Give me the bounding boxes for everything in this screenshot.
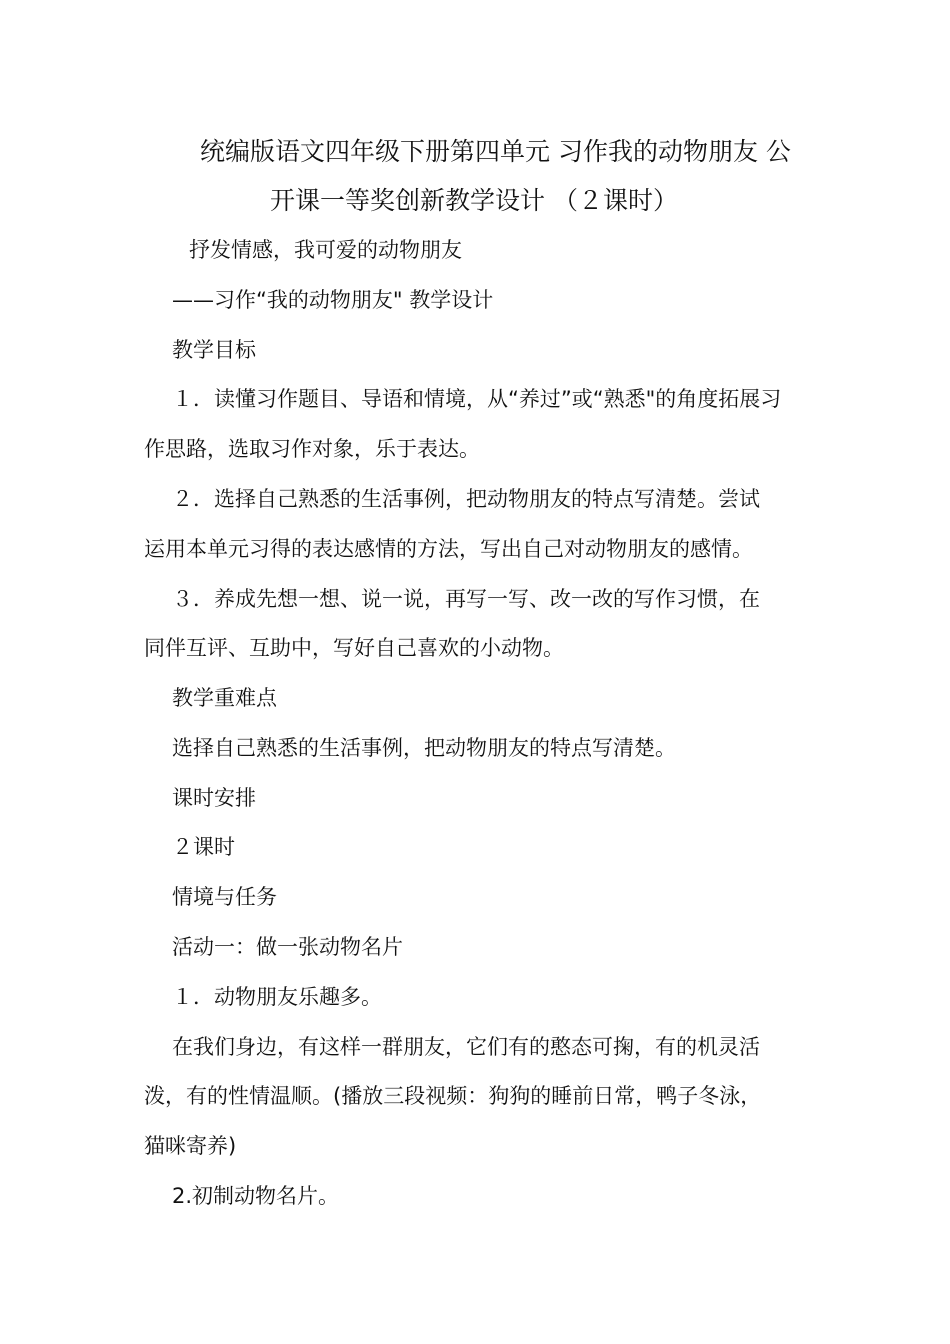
- goal-1-line-2: 作思路，选取习作对象，乐于表达。: [144, 437, 480, 461]
- document-title-line-2: 开课一等奖创新教学设计 （２课时）: [270, 186, 678, 215]
- goal-2-line-2: 运用本单元习得的表达感情的方法，写出自己对动物朋友的感情。: [144, 537, 753, 561]
- subtitle-2: ——习作“我的动物朋友" 教学设计: [172, 288, 494, 312]
- paragraph-1-line-2: 泼，有的性情温顺。(播放三段视频：狗狗的睡前日常，鸭子冬泳，: [144, 1084, 762, 1108]
- section-heading-key-points: 教学重难点: [172, 686, 277, 710]
- goal-2-line-1: ２．选择自己熟悉的生活事例，把动物朋友的特点写清楚。尝试: [172, 487, 760, 511]
- subtitle: 抒发情感，我可爱的动物朋友: [189, 238, 462, 262]
- goal-3-line-2: 同伴互评、互助中，写好自己喜欢的小动物。: [144, 636, 564, 660]
- document-title-line-1: 统编版语文四年级下册第四单元 习作我的动物朋友 公: [200, 137, 791, 166]
- paragraph-1-line-1: 在我们身边，有这样一群朋友，它们有的憨态可掬，有的机灵活: [172, 1035, 760, 1059]
- key-points-text: 选择自己熟悉的生活事例，把动物朋友的特点写清楚。: [172, 736, 676, 760]
- goal-1-line-1: １．读懂习作题目、导语和情境，从“养过”或“熟悉"的角度拓展习: [172, 387, 782, 411]
- section-heading-goals: 教学目标: [172, 338, 256, 362]
- section-heading-task: 情境与任务: [172, 885, 277, 909]
- paragraph-1-line-3: 猫咪寄养): [144, 1134, 237, 1158]
- activity-1-heading: 活动一：做一张动物名片: [172, 935, 403, 959]
- step-2: 2.初制动物名片。: [172, 1184, 340, 1208]
- section-heading-schedule: 课时安排: [172, 786, 256, 810]
- schedule-text: ２课时: [172, 835, 235, 859]
- goal-3-line-1: ３．养成先想一想、说一说，再写一写、改一改的写作习惯，在: [172, 587, 760, 611]
- step-1: １．动物朋友乐趣多。: [172, 985, 382, 1009]
